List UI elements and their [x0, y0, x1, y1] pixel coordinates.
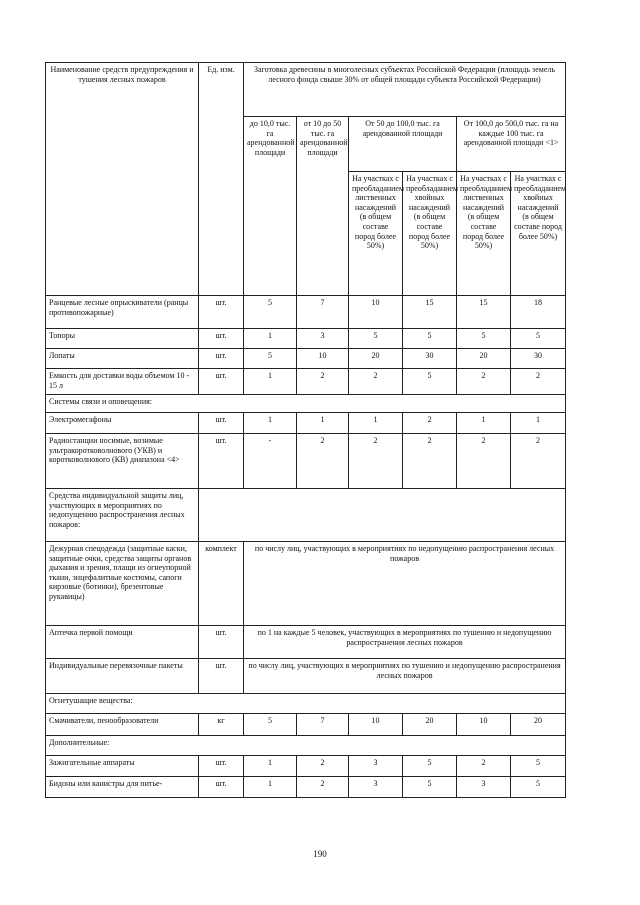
section-title: Огнетушащие вещества:	[46, 694, 566, 714]
item-unit: шт.	[199, 349, 244, 369]
item-value: 1	[244, 777, 297, 798]
table-row	[46, 626, 566, 659]
header-name-cell: Наименование средств предупреждения и тушения лесных пожаров	[46, 63, 199, 296]
item-value: 30	[511, 349, 566, 369]
header-group-cell: Заготовка древесины в многолесных субъектах Российской Федерации (площадь земель лесного фонда свыше 30% от общей площади субъекта Российской Федерации)	[244, 63, 566, 117]
item-value: 1	[349, 413, 403, 434]
table-row	[46, 369, 566, 395]
item-value: 5	[511, 329, 566, 349]
item-value: 5	[244, 714, 297, 736]
header-sub-4: От 100,0 до 500,0 тыс. га на каждые 100 тыс. га арендованной площади <1>	[457, 117, 566, 172]
section-title: Дополнительные:	[46, 736, 566, 756]
item-value: 10	[349, 296, 403, 329]
item-value: 2	[457, 434, 511, 489]
item-value: 30	[403, 349, 457, 369]
item-unit: шт.	[199, 329, 244, 349]
item-name: Лопаты	[46, 349, 199, 369]
item-value: 1	[297, 413, 349, 434]
item-unit: шт.	[199, 296, 244, 329]
header-unit-cell: Ед. изм.	[199, 63, 244, 296]
item-name: Дежурная спецодежда (защитные каски, защитные очки, средства защиты органов дыхания и зрения, плащи из огнеупорной ткани, энцефалитные костюмы, сапоги кирзовые (ботинки), брезентовые рукавицы)	[46, 542, 199, 626]
item-norm-text: по числу лиц, участвующих в мероприятиях по тушению и недопущению распространения лесных пожаров	[244, 659, 566, 694]
table-row	[46, 434, 566, 489]
item-name: Индивидуальные перевязочные пакеты	[46, 659, 199, 694]
item-value: 2	[297, 756, 349, 777]
header-leaf-coniferous-1: На участках с преобладанием хвойных насаждений (в общем составе пород более 50%)	[403, 172, 457, 296]
item-value: 2	[349, 369, 403, 395]
section-title-row	[46, 395, 566, 413]
item-norm-text: по числу лиц, участвующих в мероприятиях по недопущению распространения лесных пожаров	[244, 542, 566, 626]
item-name: Бидоны или канистры для питье-	[46, 777, 199, 798]
item-value: 2	[349, 434, 403, 489]
item-value: 10	[297, 349, 349, 369]
item-unit: шт.	[199, 777, 244, 798]
section-title: Средства индивидуальной защиты лиц, участвующих в мероприятиях по недопущению распространения лесных пожаров:	[46, 489, 199, 542]
item-value: 5	[403, 777, 457, 798]
item-unit: комплект	[199, 542, 244, 626]
item-value: 3	[297, 329, 349, 349]
item-unit: шт.	[199, 756, 244, 777]
item-value: 5	[403, 329, 457, 349]
item-value: 3	[349, 777, 403, 798]
section-title-row	[46, 694, 566, 714]
item-value: 20	[349, 349, 403, 369]
item-unit: шт.	[199, 659, 244, 694]
item-value: 2	[511, 369, 566, 395]
table-row	[46, 542, 566, 626]
item-name: Зажигательные аппараты	[46, 756, 199, 777]
item-name: Смачиватели, пенообразователи	[46, 714, 199, 736]
item-value: 2	[457, 756, 511, 777]
item-value: 5	[244, 296, 297, 329]
item-value: 1	[244, 369, 297, 395]
item-value: 10	[457, 714, 511, 736]
item-value: 10	[349, 714, 403, 736]
header-sub-2: от 10 до 50 тыс. га арендованной площади	[297, 117, 349, 296]
item-value: 5	[349, 329, 403, 349]
table-row	[46, 349, 566, 369]
item-value: 20	[403, 714, 457, 736]
header-leaf-coniferous-2: На участках с преобладанием хвойных насаждений (в общем составе пород более 50%)	[511, 172, 566, 296]
header-leaf-deciduous-2: На участках с преобладанием лиственных насаждений (в общем составе пород более 50%)	[457, 172, 511, 296]
item-value: 1	[457, 413, 511, 434]
header-sub-1: до 10,0 тыс. га арендованной площади	[244, 117, 297, 296]
header-leaf-deciduous-1: На участках с преобладанием лиственных насаждений (в общем составе пород более 50%)	[349, 172, 403, 296]
item-name: Аптечка первой помощи	[46, 626, 199, 659]
item-value: 5	[511, 777, 566, 798]
item-value: 5	[457, 329, 511, 349]
section-title-row	[46, 489, 566, 542]
item-value: 1	[511, 413, 566, 434]
table-row	[46, 329, 566, 349]
table-row	[46, 296, 566, 329]
section-title-row	[46, 736, 566, 756]
item-value: 15	[457, 296, 511, 329]
section-title: Системы связи и оповещения:	[46, 395, 566, 413]
equipment-norms-table	[45, 62, 566, 798]
item-value: 2	[511, 434, 566, 489]
item-value: 1	[244, 756, 297, 777]
item-value: 5	[244, 349, 297, 369]
item-unit: шт.	[199, 626, 244, 659]
item-value: 15	[403, 296, 457, 329]
table-row	[46, 756, 566, 777]
item-value: 7	[297, 296, 349, 329]
item-value: 3	[457, 777, 511, 798]
item-value: 2	[403, 434, 457, 489]
item-value: 2	[457, 369, 511, 395]
item-unit: шт.	[199, 413, 244, 434]
item-value: 2	[297, 369, 349, 395]
item-name: Емкость для доставки воды объемом 10 - 15 л	[46, 369, 199, 395]
item-name: Радиостанции носимые, возимые ультракоротковолнового (УКВ) и коротковолнового (КВ) диапазона <4>	[46, 434, 199, 489]
item-name: Топоры	[46, 329, 199, 349]
item-value: 7	[297, 714, 349, 736]
item-unit: шт.	[199, 369, 244, 395]
item-value: -	[244, 434, 297, 489]
item-unit: кг	[199, 714, 244, 736]
item-value: 1	[244, 329, 297, 349]
item-norm-text: по 1 на каждые 5 человек, участвующих в мероприятиях по тушению и недопущению распространения лесных пожаров	[244, 626, 566, 659]
table-row	[46, 413, 566, 434]
item-value: 5	[511, 756, 566, 777]
item-value: 5	[403, 756, 457, 777]
table-row	[46, 659, 566, 694]
item-value: 2	[297, 777, 349, 798]
item-value: 3	[349, 756, 403, 777]
empty-cell	[199, 489, 566, 542]
item-value: 20	[457, 349, 511, 369]
item-name: Ранцевые лесные опрыскиватели (ранцы противопожарные)	[46, 296, 199, 329]
page-number: 190	[313, 849, 327, 859]
item-value: 20	[511, 714, 566, 736]
item-value: 2	[297, 434, 349, 489]
item-unit: шт.	[199, 434, 244, 489]
item-value: 1	[244, 413, 297, 434]
item-value: 2	[403, 413, 457, 434]
header-sub-3: От 50 до 100,0 тыс. га арендованной площади	[349, 117, 457, 172]
item-name: Электромегафоны	[46, 413, 199, 434]
item-value: 18	[511, 296, 566, 329]
table-row	[46, 714, 566, 736]
item-value: 5	[403, 369, 457, 395]
table-row	[46, 777, 566, 798]
